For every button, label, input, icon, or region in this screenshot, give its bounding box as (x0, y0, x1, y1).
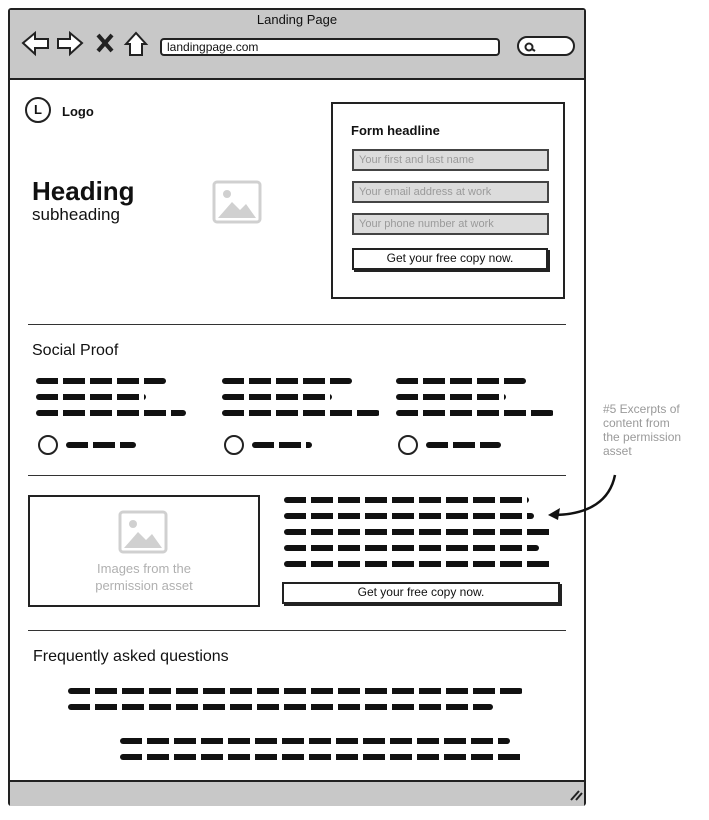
social-proof-title: Social Proof (32, 342, 119, 359)
status-bar (10, 780, 584, 806)
testimonial-3 (396, 378, 554, 416)
user-avatar-icon (224, 435, 244, 455)
logo-text: Logo (62, 104, 94, 119)
asset-image-caption: Images from the permission asset (95, 561, 193, 593)
search-field[interactable] (517, 36, 575, 56)
faq-item-2 (120, 738, 525, 760)
divider (28, 475, 566, 476)
annotation-note: #5 Excerpts of content from the permission asset (603, 402, 682, 458)
logo-mark: L (25, 97, 51, 123)
arrow-right-icon[interactable] (58, 33, 82, 54)
phone-field[interactable]: Your phone number at work (352, 213, 549, 235)
divider (28, 324, 566, 325)
arrow-left-icon[interactable] (23, 33, 48, 54)
page-subheading: subheading (32, 205, 120, 224)
user-avatar-icon (398, 435, 418, 455)
close-icon[interactable] (98, 35, 112, 51)
faq-item-1 (68, 688, 528, 710)
page-heading: Heading (32, 176, 135, 206)
faq-title: Frequently asked questions (33, 648, 229, 665)
name-field[interactable]: Your first and last name (352, 149, 549, 171)
user-avatar-icon (38, 435, 58, 455)
resize-handle-icon[interactable] (567, 788, 583, 802)
testimonial-2 (222, 378, 380, 416)
form-headline: Form headline (351, 123, 440, 138)
testimonial-1 (36, 378, 186, 416)
asset-excerpt (284, 497, 554, 567)
search-icon (521, 39, 541, 55)
annotation-arrow-icon (540, 470, 625, 525)
form-submit-button[interactable]: Get your free copy now. (352, 248, 548, 270)
browser-nav-icons (20, 30, 170, 60)
window-title: Landing Page (256, 12, 338, 27)
divider (28, 630, 566, 631)
image-placeholder-icon (212, 180, 262, 224)
address-bar[interactable]: landingpage.com (160, 38, 500, 56)
asset-cta-button[interactable]: Get your free copy now. (282, 582, 560, 604)
home-icon[interactable] (126, 33, 146, 55)
email-field[interactable]: Your email address at work (352, 181, 549, 203)
image-placeholder-icon (118, 510, 168, 554)
